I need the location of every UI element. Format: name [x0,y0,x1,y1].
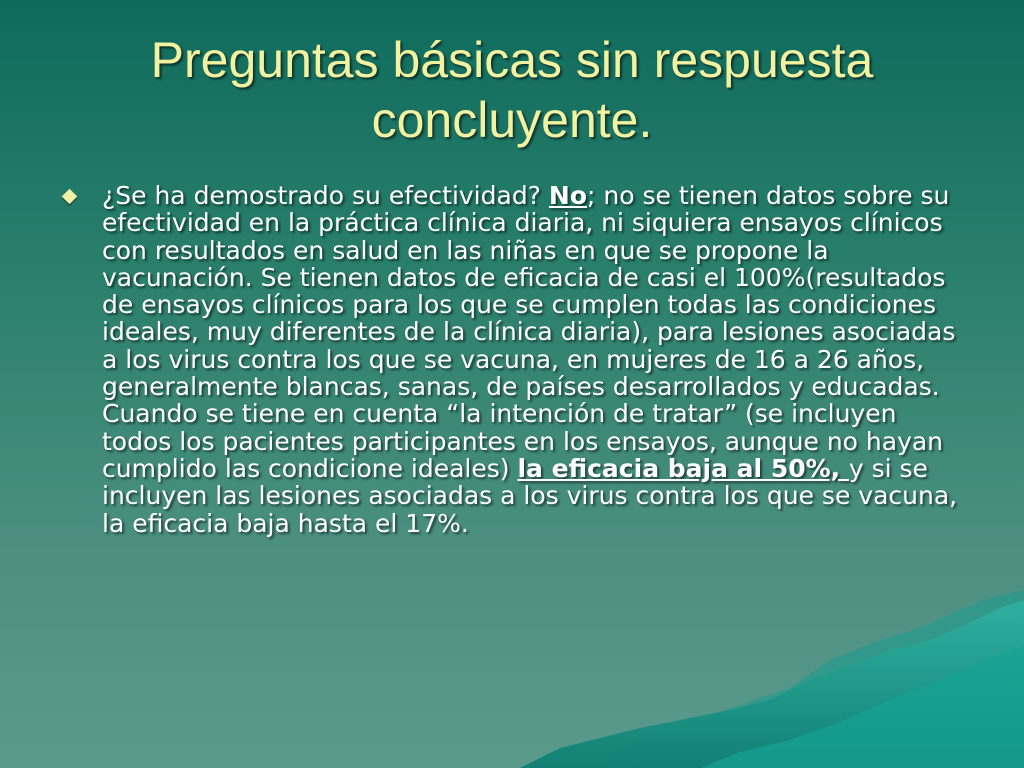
bullet-list [58,182,966,537]
bullet-text-part-3: y si se incluyen las lesiones asociadas a los virus contra los que se vacuna, la eficacia baja hasta el 17%. [102,453,958,538]
bullet-item [58,182,966,537]
title-line-2: concluyente. [371,92,653,148]
bullet-emphasis-no: No [548,181,588,210]
bullet-text-part-2: ; no se tienen datos sobre su efectividad en la práctica clínica diaria, ni siquiera ensayos clínicos con resultados en salud en las niñas en que se propone la vacunación. Se tienen datos de eficacia de casi el 100%(resultados de ensayos clínicos para los que se cumplen todas las condiciones ideales, muy diferentes de la clínica diaria), para lesiones asociadas a los virus contra los que se vacuna, en mujeres de 16 a 26 años, generalmente blancas, sanas, de países desarrollados y educadas. Cuando se tiene en cuenta “la intención de tratar” (se incluyen todos los pacientes participantes en los ensayos, aunque no hayan cumplido las condicione ideales) [102,181,956,483]
title-line-1: Preguntas básicas sin respuesta [150,32,874,88]
diamond-bullet-icon [62,189,78,205]
bullet-emphasis-efficacy: la eficacia baja al 50%, [517,453,849,483]
slide-title [40,30,984,150]
bullet-text-part-1: ¿Se ha demostrado su efectividad? [102,181,549,210]
